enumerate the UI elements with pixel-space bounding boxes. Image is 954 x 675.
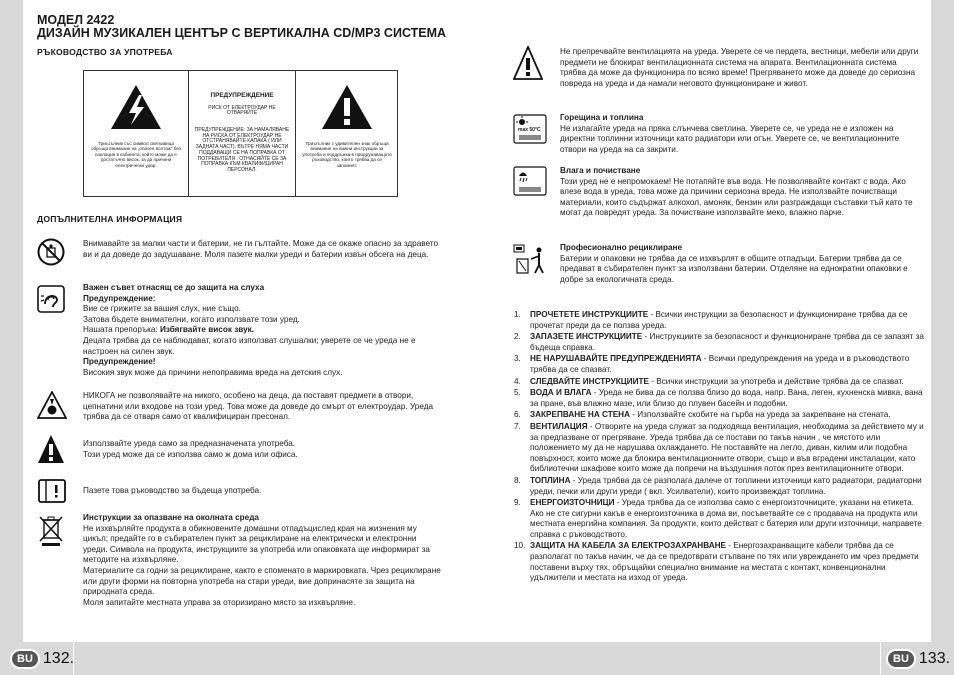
list-item-heading: ПРОЧЕТЕТЕ ИНСТРУКЦИИТЕ <box>530 310 649 319</box>
additional-info-heading: ДОПЪЛНИТЕЛНА ИНФОРМАЦИЯ <box>37 214 183 224</box>
list-item-text <box>530 354 924 375</box>
list-item-number: 1. <box>514 310 521 319</box>
list-item <box>514 476 924 497</box>
lightning-triangle-icon <box>109 83 163 131</box>
right-page-num: 133. <box>918 650 951 667</box>
caution-risk-text: РИСК ОТ ЕЛЕКТРОУДАР НЕ ОТВАРЯЙТЕ <box>208 105 276 117</box>
electric-shock-warning-icon <box>37 391 67 419</box>
list-item-number: 4. <box>514 376 521 386</box>
list-item-number: 10. <box>514 541 526 551</box>
manual-heading: РЪКОВОДСТВО ЗА УПОТРЕБА <box>37 47 173 57</box>
list-item-body: - Всички инструкции за безопасност и функциониране трябва да се прочетат преди да се ползва уреда. <box>530 310 908 330</box>
small-parts-text: Внимавайте за малки части и батерии, не ги гълтайте. Може да се окаже опасно за здравето ви и да доведе до задушаване. Моля пазете малки уреди и батерии извън обсега на деца. <box>83 239 439 259</box>
footer-bar <box>0 642 954 675</box>
heat-icon-group <box>513 114 547 144</box>
list-item-heading: ЕНЕРГОИЗТОЧНИЦИ <box>530 498 615 508</box>
list-item <box>514 377 924 388</box>
list-item-text <box>530 332 924 353</box>
list-item-text <box>530 377 924 388</box>
list-item-body: - Уреда не бива да се ползва близо до вода, напр. Вана, леген, кухненска мивка, вана за пране, във влажно мазе, или близо до плувен басейн и подобни. <box>530 388 923 408</box>
list-item-body: - Уреда трябва да се използва само с енергоизточниците, указани на етикета. Ако не сте сигурни какъв е енергоизточника в дома ви, посъветвайте се с продавача на продукта или местната енергийна компания. За продукти, които действат с батерия или други източници, направете справка с ръководството. <box>530 498 922 539</box>
recycling-text: Батерии и опаковки не трябва да се изхвърлят в общите отпадъци. Батерии трябва да се предават в събирателен пункт за използвани батерии. Отделяне на еднократни опаковки е добре за екологичната среда. <box>560 253 908 284</box>
lightning-cell <box>84 71 188 196</box>
caution-title: ПРЕДУПРЕЖДЕНИЕ <box>210 92 274 99</box>
list-item-text <box>530 498 924 540</box>
no-small-parts-icon <box>37 238 65 266</box>
recycling-title: Професионално рециклиране <box>560 243 683 252</box>
list-item <box>514 541 924 583</box>
heat-section <box>560 113 925 155</box>
right-edge-strip <box>931 0 954 675</box>
exclamation-cell <box>296 71 398 196</box>
hearing-section <box>83 283 443 378</box>
safety-instructions-list <box>514 310 924 585</box>
list-item <box>514 354 924 375</box>
list-item-heading: ТОПЛИНА <box>530 475 571 485</box>
list-item-number: 7. <box>514 421 521 431</box>
list-item-text <box>530 422 924 475</box>
footer-divider-right <box>880 642 881 675</box>
list-item-text <box>530 410 924 421</box>
list-item-heading: СЛЕДВАЙТЕ ИНСТРУКЦИИТЕ <box>530 376 649 386</box>
list-item-text <box>530 476 924 497</box>
list-item-body: - Енергозахранващите кабели трябва да се разполагат по такъв начин, че да се предотврати стъпване по тях или увреждането им чрез предмети поставени върху тях, обръщайки специално внимание на местата с контакт, конвенционални удължители и местата на изход от уреда. <box>530 541 919 583</box>
list-item-heading: ЗАПАЗЕТЕ ИНСТРУКЦИИТЕ <box>530 332 643 342</box>
hearing-label-2: Предупреждение! <box>83 357 156 367</box>
hearing-p3 <box>83 325 443 336</box>
exclamation-description: Триъгълник с удивителен знак обръща внимание на важни инструкции за употреба и поддръжка в придружаващото ръководство, които трябва да се запомнят. <box>302 141 392 168</box>
left-language-badge: BU <box>10 649 40 669</box>
list-item-number: 6. <box>514 410 521 420</box>
list-item-body: - Отворите на уреда служат за подходяща вентилация, необходима за действието му и за предпазване от прегряване. Уреда трябва да се постави по такъв начин , че мястото или положението му да не нарушава охлаждането. Не поставяйте на легло, диван, килим или подобна повърхност, които може да блокира вентилационните отвори, също и във вградени инсталации, като библиотечни шкафове които може да попречи на въздушния поток през вентилационните отвори. <box>530 421 924 474</box>
hearing-p4: Децата трябва да се наблюдават, когато използват слушалки; уверете се че уреда не е настроен на силен звук. <box>83 335 416 356</box>
lightning-description: Триъгълник със символ светкавица обръща внимание на „опасен волтаж" без изолация в кабинета, който може да е достатъчно висок, за да причини електрически удар. <box>91 141 181 168</box>
list-item-body: - Всички инструкции за употреба и действие трябва да се спазват. <box>648 376 904 386</box>
environment-p2: Материалите са годни за рециклиране, както е споменато в маркировката. Чрез рециклиране или други форми на повторна употреба на стари уреди, вие допринасяте за защита на природната среда. <box>83 565 441 597</box>
list-item-number: 9. <box>514 498 521 508</box>
ventilation-text: Не препречвайте вентилацията на уреда. Уверете се че пердета, вестници, мебели или други предмети не блокират вентилационната система на апарата. Вентилационната система трябва да може да функционира по всяко време! Прегряването може да доведе до сериозна повреда на уреда и да намали неговото функциониране и живот. <box>560 47 919 88</box>
heat-text: Не излагайте уреда на пряка слънчева светлина. Уверете се, че уреда не е изложен на директни топлинни източници като радиатори или огън. Уверете се, че вентилационните отвори на уреда на са закрити. <box>560 123 900 154</box>
list-item-heading: ВЕНТИЛАЦИЯ <box>530 421 588 431</box>
ventilation-warning-icon <box>513 46 543 80</box>
recycling-section <box>560 243 925 285</box>
moisture-text: Този уред не е непромокаем! Не потапяйте във вода. Не позволявайте контакт с вода. Ако влезе вода в уреда, това може да причини сериозна вреда. Не използвайте почистващи материали, които съдържат алкохол, амоняк, бензин или разграждащи съставки тъй като те могат да повредят уреда. За почистване използвайте меко, влажно парче. <box>560 176 913 218</box>
environment-p1: Не изхвърляйте продукта в обикновените домашни отпадъцислед края на жизнения му цикъл; предайте го в събирателен пункт за рециклиране на електрически и електронни уреди. Символа на продукта, инструкциите за употреба или опаковката ще информират за методите на изхвърляне. <box>83 523 430 565</box>
exclamation-triangle-icon <box>320 83 374 131</box>
hearing-title: Важен съвет отнасящ се до защита на слуха <box>83 283 265 292</box>
list-item-body: - Инструкциите за безопасност и функциониране трябва да се запазят за бъдеща справка. <box>530 332 924 352</box>
left-edge-strip <box>0 0 23 675</box>
left-page-number <box>10 649 74 669</box>
list-item <box>514 332 924 353</box>
intended-use-text: Използвайте уреда само за предназначената употреба. Този уред може да се използва само ж дома или офиса. <box>83 439 298 459</box>
list-item-heading: НЕ НАРУШАВАЙТЕ ПРЕДУПРЕЖДЕНИЯТА <box>530 354 702 364</box>
list-item <box>514 410 924 421</box>
safety-warning-box <box>83 70 398 197</box>
moisture-icon <box>513 166 547 196</box>
moisture-section <box>560 166 925 219</box>
heat-title: Горещина и топлина <box>560 113 644 122</box>
keep-manual-text: Пазете това ръководство за бъдеща употреба. <box>83 486 262 495</box>
heat-icon-label: max 50°C <box>518 127 541 133</box>
list-item <box>514 498 924 540</box>
model-title: МОДЕЛ 2422 <box>37 13 115 27</box>
list-item <box>514 388 924 409</box>
environment-title: Инструкции за опазване на околната среда <box>83 513 259 522</box>
list-item <box>514 310 924 331</box>
hearing-label-1: Предупреждение: <box>83 293 156 303</box>
right-page-number <box>886 649 950 669</box>
hearing-warning-icon <box>37 285 65 313</box>
list-item-heading: ВОДА И ВЛАГА <box>530 388 592 398</box>
manual-book-icon <box>37 478 67 504</box>
list-item <box>514 422 924 475</box>
moisture-title: Влага и почистване <box>560 166 641 175</box>
caution-body-text: ПРЕДУПРЕЖДЕНИЕ: ЗА НАМАЛЯВАНЕ НА РИСКА ОТ ЕЛЕКТРОУДАР НЕ ОТСТРАНЯВАЙТЕ КАПАКА ( ИЛИ ЗАДНАТА ЧАСТ). ВЪТРЕ НЯМА ЧАСТИ ПОДДАВАЩИ СЕ НА ПОПРАВКА ОТ ПОТРЕБИТЕЛЯ . ОТНАСЯЙТЕ СЕ ЗА ПОПРАВКА КЪМ КВАЛИФИЦИРАН ПЕРСОНАЛ. <box>194 127 290 173</box>
list-item-body: - Използвайте скобите на гърба на уреда за закрепване на стената. <box>630 410 891 420</box>
hearing-p5: Високия звук може да причини непоправима вреда на детския слух. <box>83 367 343 377</box>
right-language-badge: BU <box>886 649 916 669</box>
list-item-number: 5. <box>514 388 521 398</box>
list-item-text <box>530 388 924 409</box>
crossed-bin-icon <box>37 514 65 548</box>
environment-section <box>83 513 443 608</box>
list-item-number: 8. <box>514 475 521 485</box>
list-item-heading: ЗАЩИТА НА КАБЕЛА ЗА ЕЛЕКТРОЗАХРАНВАНЕ <box>530 541 726 551</box>
never-insert-text: НИКОГА не позволявайте на никого, особено на деца, да поставят предмети в отвори, цепнатини или входове на този уред. Това може да доведе до смърт от електроудар. Уреда трябва да се отваря само от квалифициран пресонал. <box>83 391 434 422</box>
left-page-num: 132. <box>42 650 75 667</box>
recycling-icon <box>513 243 547 275</box>
hearing-p1: Вие се грижите за вашия слух, ние също. <box>83 304 241 314</box>
list-item-number: 3. <box>514 354 521 364</box>
list-item-body: - Всички предупреждения на уреда и в ръководството трябва да се спазват. <box>530 354 910 374</box>
hearing-p2: Затова бъдете внимателни, когато използвате този уред. <box>83 314 300 324</box>
list-item-number: 2. <box>514 332 521 342</box>
list-item-body: - Уреда трябва да се разполага далече от топлинни източници като радиатори, радиаторни уреди, печки или други уреди ( вкл. Усилватели), които произвеждат топлина. <box>530 475 922 496</box>
hearing-p3-bold: Избягвайте висок звук. <box>159 325 255 335</box>
list-item-text <box>530 310 924 331</box>
hearing-p3-prefix: Нашата препоръка: <box>83 325 160 335</box>
environment-p3: Моля запитайте местната управа за оторизирано място за изхвърляне. <box>83 597 356 607</box>
list-item-heading: ЗАКРЕПВАНЕ НА СТЕНА <box>530 410 631 420</box>
caution-triangle-icon <box>37 434 65 464</box>
list-item-text <box>530 541 924 583</box>
caution-cell <box>189 71 295 196</box>
product-subtitle: ДИЗАЙН МУЗИКАЛЕН ЦЕНТЪР С ВЕРТИКАЛНА CD/MP3 СИСТЕМА <box>37 26 447 40</box>
